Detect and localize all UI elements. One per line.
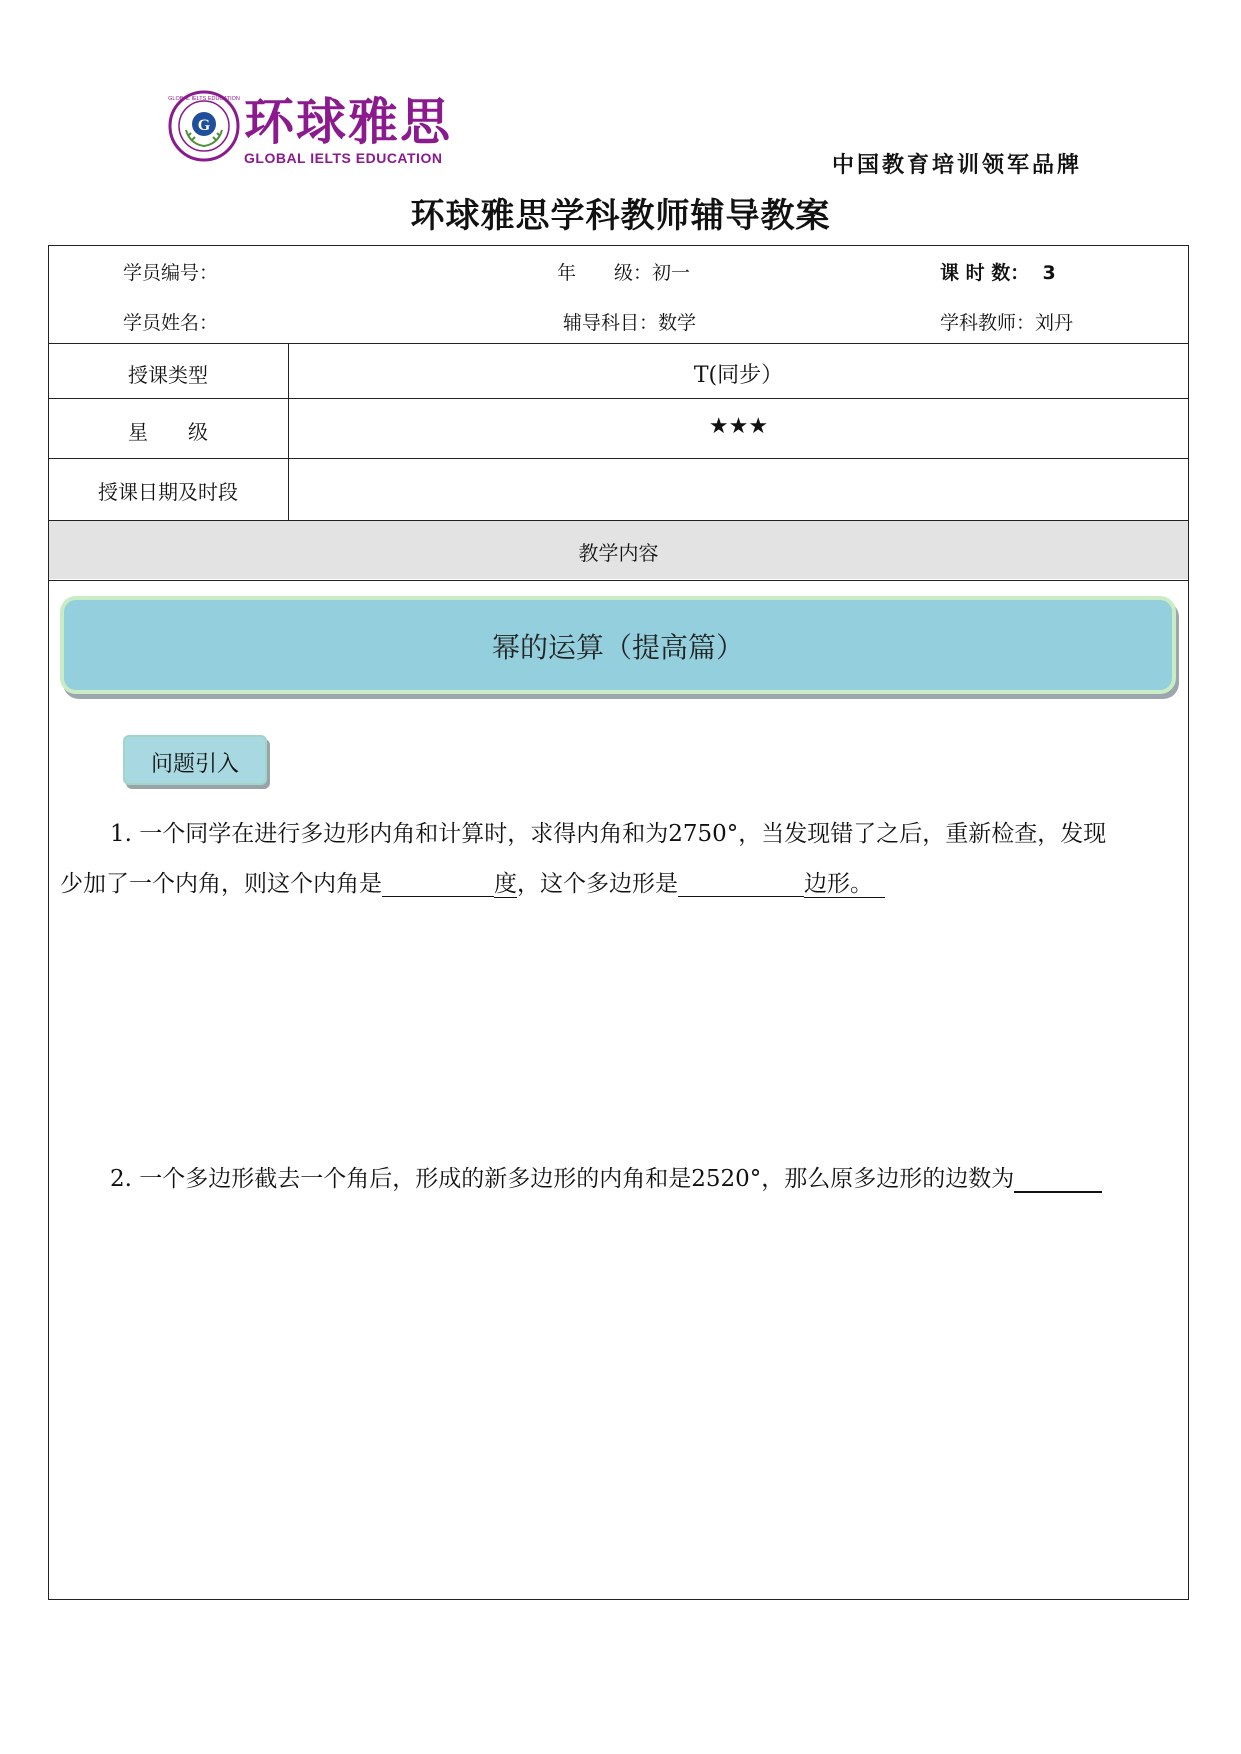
grade-value: 初一 [652,262,691,284]
logo-seal-icon [168,90,240,162]
logo-chinese-text: 环球雅思 [244,93,452,151]
question-1-line-1: 1. 一个同学在进行多边形内角和计算时，求得内角和为2750°，当发现错了之后，重新检查，发现 [110,821,1107,847]
slogan: 中国教育培训领军品牌 [832,152,1083,178]
answer-blank-edges [1014,1168,1102,1193]
subject-value: 数学 [658,312,697,334]
logo [168,88,458,170]
row-divider [48,458,1189,459]
question-1-text-d: 边形。 [804,871,885,898]
lesson-date-label: 授课日期及时段 [98,480,238,504]
teacher-value: 刘丹 [1035,312,1074,334]
student-name-label: 学员姓名： [123,312,219,334]
answer-blank-angle [382,873,494,897]
subject-label: 辅导科目： [563,312,659,334]
star-rating: ★★★ [708,414,769,439]
logo-seal-text: GLOBAL IELTS EDUCATION [168,96,240,102]
question-1-text-a: 少加了一个内角，则这个内角是 [60,871,382,897]
logo-english-text: GLOBAL IELTS EDUCATION [244,150,443,166]
topic-banner [60,596,1176,694]
hours-value: 3 [1042,262,1056,284]
question-2 [110,1168,1102,1193]
teacher-field [940,308,1073,335]
teaching-content-label: 教学内容 [578,541,659,565]
question-1-line-2 [60,873,885,897]
student-id-label: 学员编号： [123,262,219,284]
answer-blank-sides [678,873,804,897]
row-divider [48,580,1189,581]
row-divider [48,398,1189,399]
lesson-type-label: 授课类型 [128,363,208,387]
lesson-type-value: T(同步） [693,363,784,388]
section-title: 问题引入 [150,752,239,777]
topic-title: 幂的运算（提高篇） [491,631,744,664]
question-2-text: 2. 一个多边形截去一个角后，形成的新多边形的内角和是2520°，那么原多边形的边数为 [110,1166,1015,1192]
star-level-label: 星 级 [128,420,208,444]
subject-field [563,308,696,335]
question-1-text-c: ，这个多边形是 [517,871,678,897]
document-title: 环球雅思学科教师辅导教案 [410,196,831,236]
hours-field [940,258,1056,285]
hours-label: 课 时 数： [940,262,1030,284]
question-1-unit: 度 [494,871,517,897]
grade-label: 年 级： [557,262,653,284]
lesson-plan-table [48,245,1189,1600]
row-divider [48,343,1189,344]
teacher-label: 学科教师： [940,312,1036,334]
logo-seal-letter: G [197,117,211,134]
section-tag [123,735,267,785]
grade-field [557,258,690,285]
